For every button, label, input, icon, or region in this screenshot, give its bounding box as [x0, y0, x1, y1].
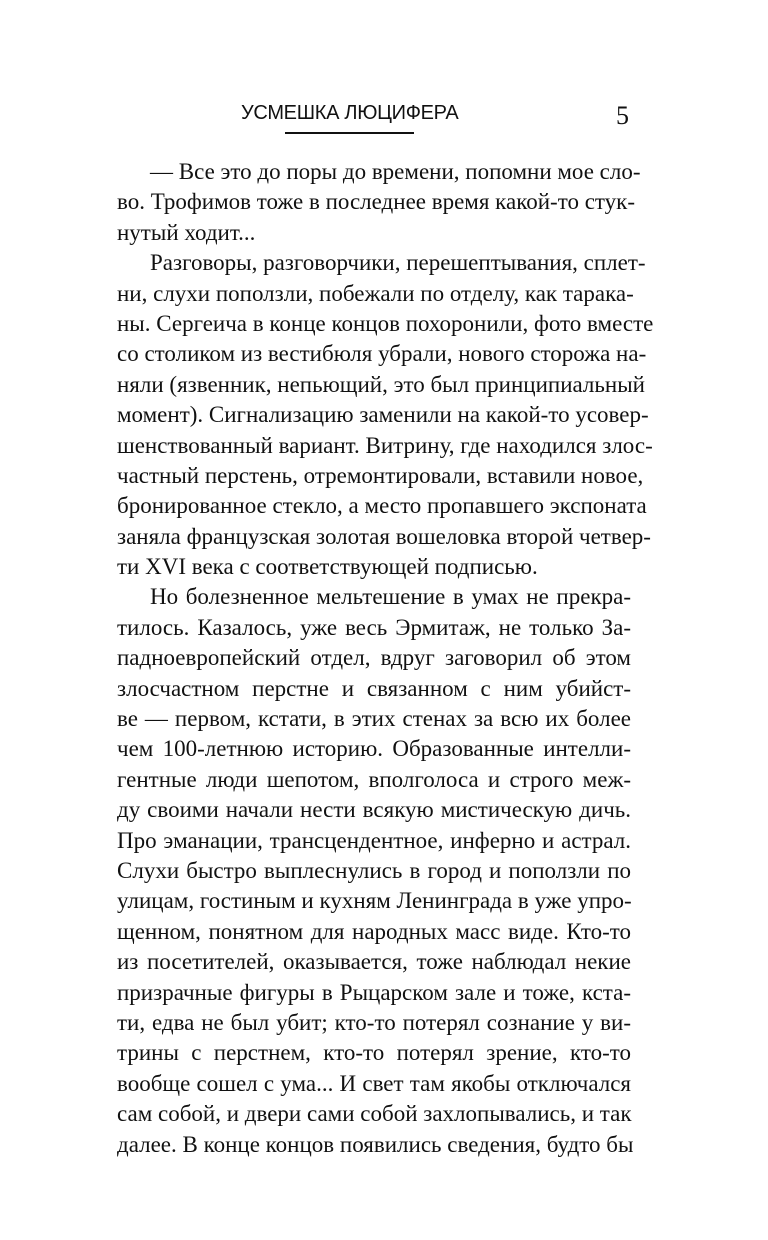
text-line: няли (язвенник, непьющий, это был принципиальный: [117, 371, 645, 397]
running-title: УСМЕШКА ЛЮЦИФЕРА: [241, 102, 459, 124]
text-line: ве — первом, кстати, в этих стенах за всю их более: [117, 706, 631, 732]
text-line: ти, едва не был убит; кто-то потерял сознание у ви-: [117, 1009, 631, 1035]
text-line: шенствованный вариант. Витрину, где находился злос-: [117, 432, 653, 458]
text-line: — Все это до поры до времени, попомни мое сло-: [150, 159, 641, 184]
text-line: Но болезненное мельтешение в умах не прекра-: [150, 584, 631, 610]
text-line: бронированное стекло, а место пропавшего экспоната: [117, 493, 647, 519]
text-line: трины с перстнем, кто-то потерял зрение, кто-то: [117, 1040, 631, 1066]
page-number: 5: [616, 101, 629, 130]
text-line: далее. В конце концов появились сведения, будто бы: [117, 1131, 634, 1157]
text-line: Слухи быстро выплеснулись в город и поползли по: [117, 857, 631, 883]
text-line: улицам, гостиным и кухням Ленинграда в уже упро-: [117, 888, 632, 914]
text-line: заняла французская золотая вошеловка второй четвер-: [117, 523, 651, 549]
body-text: [117, 157, 654, 1160]
text-line: во. Трофимов тоже в последнее время какой-то стук-: [117, 189, 635, 215]
text-line: ны. Сергеича в конце концов похоронили, фото вместе: [117, 310, 654, 336]
text-line: падноевропейский отдел, вдруг заговорил об этом: [117, 645, 631, 671]
text-line: со столиком из вестибюля убрали, нового сторожа на-: [117, 341, 647, 367]
text-line: момент). Сигнализацию заменили на какой-то усовер-: [117, 402, 649, 428]
text-line: злосчастном перстне и связанном с ним убийст-: [117, 675, 631, 701]
text-line: из посетителей, оказывается, тоже наблюдал некие: [117, 949, 631, 975]
text-line: Про эманации, трансцендентное, инферно и астрал.: [117, 827, 631, 853]
text-line: чем 100-летнюю историю. Образованные интелли-: [117, 736, 631, 762]
text-line: вообще сошел с ума... И свет там якобы отключался: [117, 1070, 631, 1096]
text-line: частный перстень, отремонтировали, вставили новое,: [117, 462, 644, 488]
running-title-underline: [285, 132, 414, 134]
text-line: нутый ходит...: [117, 219, 256, 245]
text-line: тилось. Казалось, уже весь Эрмитаж, не только За-: [117, 614, 631, 640]
text-line: Разговоры, разговорчики, перешептывания, сплет-: [150, 250, 646, 276]
text-line: призрачные фигуры в Рыцарском зале и тоже, кста-: [117, 979, 631, 1005]
text-line: ти XVI века с соответствующей подписью.: [117, 554, 538, 580]
text-line: гентные люди шепотом, вполголоса и строго меж-: [117, 766, 631, 792]
text-line: щенном, понятном для народных масс виде. Кто-то: [117, 918, 631, 944]
text-line: ду своими начали нести всякую мистическую дичь.: [117, 797, 631, 823]
text-line: ни, слухи поползли, побежали по отделу, как тарака-: [117, 280, 634, 306]
text-line: сам собой, и двери сами собой захлопывались, и так: [117, 1101, 632, 1127]
running-head: [241, 102, 458, 125]
